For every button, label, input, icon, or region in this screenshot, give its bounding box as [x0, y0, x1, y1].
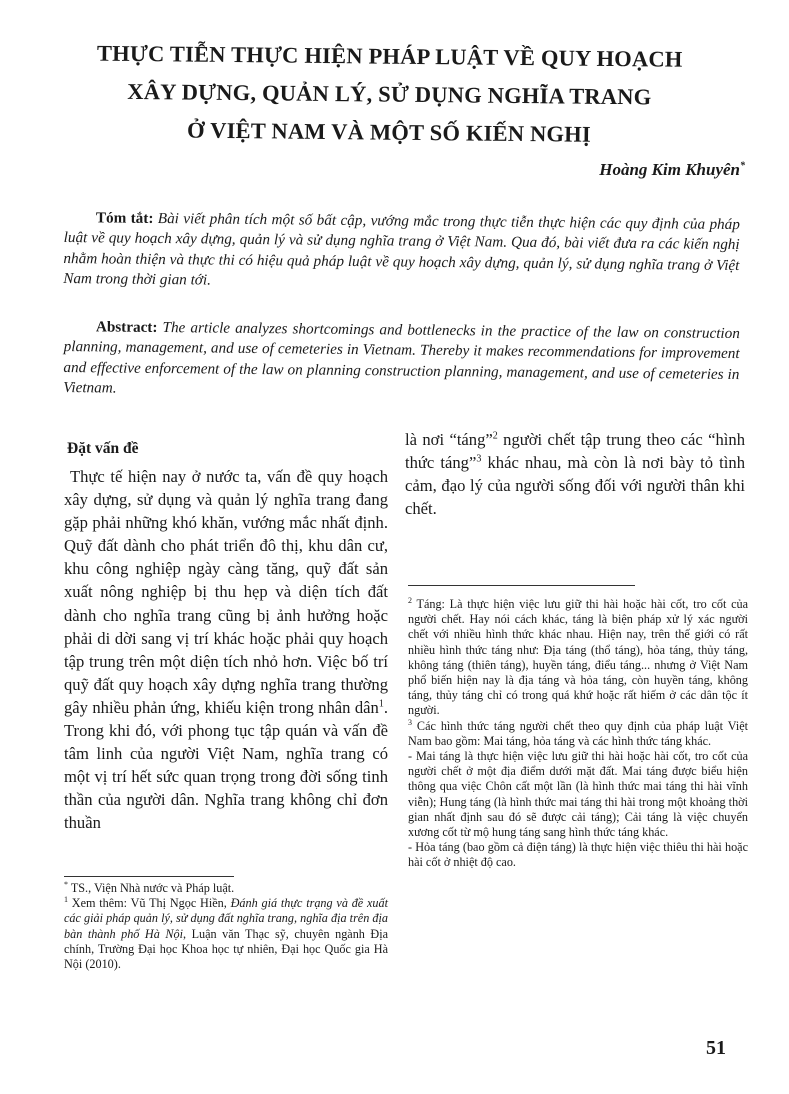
footnote-1 [64, 896, 388, 972]
footnote-divider-right [408, 585, 635, 586]
footnote-1-mark: 1 [64, 895, 68, 905]
author-footnote-mark: * [740, 160, 745, 172]
body-left-column [64, 465, 388, 835]
footnote-ref-3: 3 [476, 453, 482, 465]
article-title [39, 34, 740, 155]
footnote-author-text: TS., Viện Nhà nước và Pháp luật. [68, 881, 235, 895]
body-left-text-1: Thực tế hiện nay ở nước ta, vấn đề quy hoạch xây dựng, sử dụng và quản lý nghĩa trang đang gặp phải những khó khăn, vướng mắc nhất định. Quỹ đất dành cho phát triển đô thị, khu dân cư, khu công nghiệp ngày càng tăng, quỹ đất sản xuất nông nghiệp bị thu hẹp và diện tích đất dành cho nghĩa trang cũng bị ảnh hưởng hoặc phải di dời sang vị trí khác hoặc phải quy hoạch tập trung trên một diện tích nhỏ hơn. Việc bố trí quỹ đất quy hoạch xây dựng nghĩa trang thường gây nhiều phản ứng, khiếu kiện trong nhân dân [64, 467, 388, 717]
title-line-2: XÂY DỰNG, QUẢN LÝ, SỬ DỤNG NGHĨA TRANG [127, 78, 652, 110]
footnote-3-mark: 3 [408, 717, 412, 727]
abstract-vietnamese [63, 208, 740, 296]
footnote-3 [408, 719, 748, 749]
title-line-1: THỰC TIỄN THỰC HIỆN PHÁP LUẬT VỀ QUY HOẠCH [96, 40, 683, 72]
footnote-3-text: Các hình thức táng người chết theo quy định của pháp luật Việt Nam bao gồm: Mai táng, hỏa táng và các hình thức táng khác. [408, 718, 748, 748]
footnote-author [64, 881, 388, 896]
body-right-text-1: là nơi “táng” [405, 430, 493, 449]
footnote-ref-1: 1 [378, 698, 384, 710]
body-left-text-2: . Trong khi đó, với phong tục tập quán và vấn đề tâm linh của người Việt Nam, nghĩa trang có một vị trí hết sức quan trọng trong đời sống tinh thần của người dân. Nghĩa trang không chỉ đơn thuần [64, 697, 388, 833]
abstract-en-text: The article analyzes shortcomings and bottlenecks in the practice of the law on construction planning, management, and use of cemeteries in Vietnam. Thereby it makes recommendations for improvement and effective enforcement of the law on planning construction planning, management, and use of cemeteries in Vietnam. [63, 319, 740, 397]
author-name-text: Hoàng Kim Khuyên [599, 160, 740, 179]
footnote-ref-2: 2 [492, 430, 498, 442]
footnote-3-item-1: - Mai táng là thực hiện việc lưu giữ thi hài hoặc hài cốt, tro cốt của người chết ở một địa điểm dưới mặt đất. Mai táng được biểu hiện thông qua việc Chôn cất một lần (là hình thức mai táng thi hài vĩnh viễn); Hung táng (là hình thức mai táng thi hài trong một khoảng thời gian nhất định sau đó sẽ được cải táng); Cải táng là việc chuyển xương cốt từ mộ hung táng sang hình thức táng khác. [408, 749, 748, 840]
body-right-text-2: người chết tập trung theo các “hình thức táng” [405, 430, 745, 473]
footnote-1-title: Đánh giá thực trạng và đề xuất các giải pháp quản lý, sử dụng đất nghĩa trang, nghĩa địa trên địa bàn thành phố Hà Nội [64, 896, 389, 941]
footnote-3-item-2: - Hỏa táng (bao gồm cả điện táng) là thực hiện việc thiêu thi hài hoặc hài cốt ở nhiệt độ cao. [408, 840, 748, 870]
page-number: 51 [706, 1037, 726, 1059]
footnote-1-pre: Xem thêm: Vũ Thị Ngọc Hiền, [68, 896, 231, 911]
footnote-1-post: , Luận văn Thạc sỹ, chuyên ngành Địa chính, Trường Đại học Khoa học tự nhiên, Đại học Quốc gia Hà Nội (2010). [64, 926, 389, 972]
footnotes-right [408, 597, 748, 871]
abstract-en-label: Abstract: [95, 318, 158, 336]
abstract-english [63, 317, 740, 405]
section-heading: Đặt vấn đề [67, 440, 139, 457]
footnote-2-mark: 2 [408, 595, 412, 605]
body-right-text-3: khác nhau, mà còn là nơi bày tỏ tình cảm, đạo lý của người sống đối với người thân khi chết. [405, 453, 745, 519]
footnote-2-text: Táng: Là thực hiện việc lưu giữ thi hài hoặc hài cốt, tro cốt của người chết. Hay nói cách khác, táng là biện pháp xử lý xác người chết với nhiều hình thức khác nhau. Hiện nay, trên thế giới có rất nhiều hình thức táng như: Địa táng (thổ táng), hỏa táng, thủy táng, không táng (thiên táng), huyền táng, điểu táng... nhưng ở Việt Nam phổ biến hiện nay là địa táng và hỏa táng, còn huyền táng, không táng, thủy táng chỉ có trong quá khứ hoặc rất hiếm ở các dân tộc ít người. [408, 597, 748, 718]
title-line-3: Ở VIỆT NAM VÀ MỘT SỐ KIẾN NGHỊ [186, 117, 592, 147]
footnote-2 [408, 597, 748, 719]
author-name [520, 160, 745, 180]
footnote-divider-left [64, 876, 234, 877]
footnotes-left [64, 881, 388, 972]
body-right-column [405, 428, 745, 520]
footnote-author-mark: * [64, 879, 68, 889]
abstract-vi-label: Tóm tắt: [95, 209, 154, 227]
abstract-vi-text: Bài viết phân tích một số bất cập, vướng mắc trong thực tiễn thực hiện các quy định của pháp luật về quy hoạch xây dựng, quản lý và sử dụng nghĩa trang ở Việt Nam. Qua đó, bài viết đưa ra các kiến nghị nhằm hoàn thiện và thực thi có hiệu quả pháp luật về quy hoạch xây dựng, quản lý, sử dụng nghĩa trang ở Việt Nam trong thời gian tới. [63, 209, 740, 289]
